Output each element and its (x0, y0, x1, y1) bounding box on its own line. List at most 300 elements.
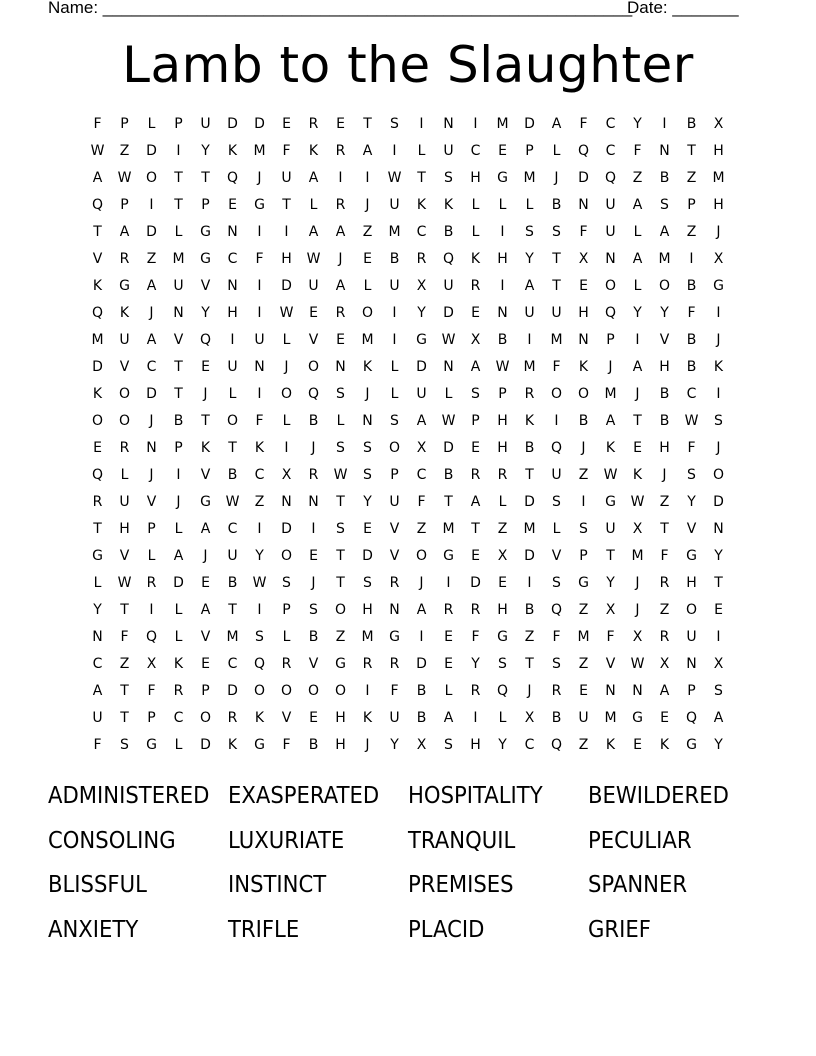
grid-letter: Y (498, 737, 507, 753)
grid-letter: I (716, 629, 721, 645)
grid-letter: S (282, 575, 291, 591)
grid-letter: N (686, 656, 697, 672)
grid-letter: X (713, 116, 724, 132)
grid-letter: F (687, 305, 696, 321)
grid-letter: Z (578, 737, 589, 753)
date-field[interactable]: Date: _______ (627, 0, 739, 17)
grid-letter: Y (633, 305, 642, 321)
grid-letter: V (308, 656, 319, 672)
grid-letter: K (470, 251, 481, 267)
grid-letter: W (117, 575, 132, 591)
grid-letter: G (146, 737, 157, 753)
grid-letter: M (442, 521, 455, 537)
grid-letter: A (92, 170, 103, 186)
grid-letter: U (551, 305, 562, 321)
grid-letter: K (200, 440, 211, 456)
grid-letter: T (525, 467, 534, 483)
grid-letter: J (203, 386, 208, 402)
grid-letter: G (92, 548, 103, 564)
grid-letter: R (335, 143, 346, 159)
grid-letter: F (660, 548, 669, 564)
grid-letter: D (227, 116, 238, 132)
word-list-item: GRIEF (588, 916, 651, 943)
grid-letter: P (687, 683, 696, 699)
grid-letter: T (606, 548, 615, 564)
grid-letter: N (659, 143, 670, 159)
grid-letter: K (362, 359, 373, 375)
grid-letter: A (713, 710, 724, 726)
grid-letter: R (470, 467, 481, 483)
grid-letter: M (604, 710, 617, 726)
grid-letter: O (415, 548, 428, 564)
grid-letter: L (417, 143, 426, 159)
grid-letter: I (338, 170, 343, 186)
grid-letter: T (201, 413, 210, 429)
grid-letter: V (308, 332, 319, 348)
grid-letter: G (497, 629, 508, 645)
grid-letter: X (416, 278, 427, 294)
grid-letter: E (201, 575, 210, 591)
grid-letter: L (174, 737, 183, 753)
grid-letter: G (713, 278, 724, 294)
grid-letter: E (471, 440, 480, 456)
word-list-item: PECULIAR (588, 827, 692, 854)
grid-letter: A (659, 683, 670, 699)
grid-letter: L (174, 629, 183, 645)
grid-letter: Q (199, 332, 212, 348)
grid-letter: E (579, 683, 588, 699)
grid-letter: J (365, 737, 370, 753)
grid-letter: B (686, 359, 697, 375)
grid-letter: G (632, 710, 643, 726)
grid-letter: F (552, 359, 561, 375)
grid-letter: S (498, 656, 507, 672)
grid-letter: E (498, 143, 507, 159)
grid-letter: A (551, 116, 562, 132)
grid-letter: R (389, 575, 400, 591)
grid-letter: C (227, 656, 238, 672)
grid-letter: U (389, 278, 400, 294)
grid-letter: U (92, 710, 103, 726)
grid-letter: M (361, 629, 374, 645)
grid-letter: Y (390, 737, 399, 753)
grid-letter: P (282, 602, 291, 618)
grid-letter: T (120, 602, 129, 618)
grid-letter: B (308, 413, 319, 429)
grid-letter: N (443, 359, 454, 375)
grid-letter: L (498, 494, 507, 510)
grid-letter: I (473, 116, 478, 132)
grid-letter: Z (686, 170, 697, 186)
grid-letter: B (659, 386, 670, 402)
grid-letter: K (92, 386, 103, 402)
grid-letter: V (551, 548, 562, 564)
grid-letter: V (200, 467, 211, 483)
grid-letter: L (174, 224, 183, 240)
grid-letter: B (686, 116, 697, 132)
grid-letter: L (525, 197, 534, 213)
grid-letter: F (390, 683, 399, 699)
grid-letter: N (578, 197, 589, 213)
grid-letter: X (470, 332, 481, 348)
grid-letter: A (632, 197, 643, 213)
grid-letter: L (444, 386, 453, 402)
grid-letter: N (605, 683, 616, 699)
grid-letter: T (552, 251, 561, 267)
grid-letter: D (146, 386, 157, 402)
grid-letter: G (389, 629, 400, 645)
grid-letter: K (443, 197, 454, 213)
grid-letter: E (633, 440, 642, 456)
grid-letter: H (335, 737, 346, 753)
grid-letter: X (605, 602, 616, 618)
grid-letter: K (605, 440, 616, 456)
grid-letter: A (632, 251, 643, 267)
grid-letter: A (200, 521, 211, 537)
grid-letter: A (443, 710, 454, 726)
grid-letter: Z (362, 224, 373, 240)
grid-letter: E (363, 251, 372, 267)
grid-letter: K (308, 143, 319, 159)
grid-letter: A (308, 224, 319, 240)
grid-letter: I (446, 575, 451, 591)
grid-letter: T (336, 575, 345, 591)
grid-letter: C (254, 467, 265, 483)
grid-letter: B (443, 224, 454, 240)
grid-letter: Z (524, 629, 535, 645)
grid-letter: U (443, 278, 454, 294)
grid-letter: W (387, 170, 402, 186)
grid-letter: L (471, 197, 480, 213)
grid-letter: M (496, 116, 509, 132)
grid-letter: E (660, 710, 669, 726)
grid-letter: J (257, 170, 262, 186)
letter-grid (84, 111, 732, 759)
grid-letter: R (659, 629, 670, 645)
grid-letter: P (390, 467, 399, 483)
grid-letter: O (334, 602, 347, 618)
grid-letter: Y (660, 305, 669, 321)
grid-letter: W (306, 251, 321, 267)
grid-letter: W (225, 494, 240, 510)
grid-letter: F (282, 737, 291, 753)
grid-letter: T (336, 494, 345, 510)
grid-letter: F (93, 737, 102, 753)
grid-letter: T (174, 170, 183, 186)
grid-letter: C (524, 737, 535, 753)
grid-letter: L (471, 224, 480, 240)
grid-letter: G (686, 548, 697, 564)
grid-letter: O (226, 413, 239, 429)
grid-letter: J (203, 548, 208, 564)
grid-letter: D (362, 548, 373, 564)
grid-letter: B (173, 413, 184, 429)
grid-letter: Z (578, 602, 589, 618)
grid-letter: Q (550, 737, 563, 753)
grid-letter: Z (146, 251, 157, 267)
grid-letter: X (146, 656, 157, 672)
grid-letter: U (254, 332, 265, 348)
grid-letter: I (419, 629, 424, 645)
grid-letter: A (173, 548, 184, 564)
grid-letter: J (716, 440, 721, 456)
grid-letter: X (416, 737, 427, 753)
grid-letter: E (309, 710, 318, 726)
grid-letter: D (524, 116, 535, 132)
grid-letter: I (716, 386, 721, 402)
grid-letter: O (118, 413, 131, 429)
grid-letter: D (173, 575, 184, 591)
grid-letter: J (527, 683, 532, 699)
grid-letter: R (362, 656, 373, 672)
grid-letter: L (336, 413, 345, 429)
grid-letter: L (390, 386, 399, 402)
grid-letter: I (257, 278, 262, 294)
grid-letter: L (633, 278, 642, 294)
grid-letter: J (365, 197, 370, 213)
grid-letter: K (173, 656, 184, 672)
grid-letter: U (173, 278, 184, 294)
grid-letter: Z (578, 467, 589, 483)
grid-letter: G (254, 197, 265, 213)
grid-letter: T (120, 683, 129, 699)
grid-letter: I (500, 224, 505, 240)
grid-letter: A (659, 224, 670, 240)
grid-letter: A (146, 278, 157, 294)
grid-letter: N (713, 521, 724, 537)
page-title: Lamb to the Slaughter (122, 36, 694, 94)
grid-letter: L (498, 710, 507, 726)
grid-letter: N (254, 359, 265, 375)
word-list-item: BLISSFUL (48, 872, 147, 898)
grid-letter: G (497, 170, 508, 186)
grid-letter: W (441, 332, 456, 348)
grid-letter: W (630, 656, 645, 672)
grid-letter: T (93, 521, 102, 537)
grid-letter: R (281, 656, 292, 672)
grid-letter: G (200, 251, 211, 267)
grid-letter: C (416, 467, 427, 483)
grid-letter: I (365, 683, 370, 699)
grid-letter: I (257, 224, 262, 240)
grid-letter: T (174, 386, 183, 402)
grid-letter: K (713, 359, 724, 375)
grid-letter: U (281, 170, 292, 186)
grid-letter: M (388, 224, 401, 240)
grid-letter: U (605, 224, 616, 240)
name-field[interactable]: Name: ________________________________________________________ (48, 0, 633, 17)
grid-letter: R (443, 602, 454, 618)
grid-letter: X (416, 440, 427, 456)
grid-letter: T (714, 575, 723, 591)
header-fields (48, 0, 748, 18)
grid-letter: A (146, 332, 157, 348)
grid-letter: S (363, 467, 372, 483)
grid-letter: D (713, 494, 724, 510)
grid-letter: I (284, 440, 289, 456)
grid-letter: H (659, 359, 670, 375)
grid-letter: E (471, 305, 480, 321)
grid-letter: A (470, 494, 481, 510)
grid-letter: U (227, 359, 238, 375)
grid-letter: N (335, 359, 346, 375)
grid-letter: Q (577, 143, 590, 159)
grid-letter: N (605, 251, 616, 267)
grid-letter: P (471, 413, 480, 429)
grid-letter: M (550, 332, 563, 348)
grid-letter: H (470, 170, 481, 186)
grid-letter: V (119, 548, 130, 564)
grid-letter: R (173, 683, 184, 699)
grid-letter: U (605, 521, 616, 537)
grid-letter: K (254, 710, 265, 726)
grid-letter: A (92, 683, 103, 699)
grid-letter: J (716, 332, 721, 348)
grid-letter: B (227, 575, 238, 591)
grid-letter: P (201, 197, 210, 213)
grid-letter: L (120, 467, 129, 483)
grid-letter: R (416, 251, 427, 267)
grid-letter: V (389, 548, 400, 564)
grid-letter: J (149, 413, 154, 429)
grid-letter: J (365, 386, 370, 402)
grid-letter: O (388, 440, 401, 456)
grid-letter: D (227, 683, 238, 699)
grid-letter: X (632, 629, 643, 645)
grid-letter: F (471, 629, 480, 645)
grid-letter: Q (604, 170, 617, 186)
grid-letter: G (254, 737, 265, 753)
grid-letter: K (227, 143, 238, 159)
grid-letter: S (390, 116, 399, 132)
grid-letter: L (552, 143, 561, 159)
grid-letter: Z (119, 656, 130, 672)
grid-letter: W (684, 413, 699, 429)
grid-letter: H (686, 575, 697, 591)
grid-letter: S (336, 440, 345, 456)
grid-letter: Q (550, 602, 563, 618)
grid-letter: M (523, 359, 536, 375)
grid-letter: E (336, 332, 345, 348)
grid-letter: E (444, 656, 453, 672)
grid-letter: W (117, 170, 132, 186)
grid-letter: F (417, 494, 426, 510)
grid-letter: R (308, 467, 319, 483)
grid-letter: F (255, 413, 264, 429)
grid-letter: S (444, 737, 453, 753)
grid-letter: R (92, 494, 103, 510)
grid-letter: U (524, 305, 535, 321)
grid-letter: W (279, 305, 294, 321)
grid-letter: A (200, 602, 211, 618)
grid-letter: W (495, 359, 510, 375)
grid-letter: E (579, 278, 588, 294)
grid-letter: Z (632, 170, 643, 186)
grid-letter: L (444, 683, 453, 699)
grid-letter: I (149, 602, 154, 618)
grid-letter: I (230, 332, 235, 348)
grid-letter: X (659, 656, 670, 672)
grid-letter: V (200, 278, 211, 294)
grid-letter: M (712, 170, 725, 186)
grid-letter: Q (91, 197, 104, 213)
word-list-item: PLACID (408, 916, 485, 943)
grid-letter: U (389, 494, 400, 510)
grid-letter: S (552, 656, 561, 672)
grid-letter: Q (496, 683, 509, 699)
grid-letter: S (660, 197, 669, 213)
grid-letter: D (146, 143, 157, 159)
grid-letter: A (335, 278, 346, 294)
grid-letter: L (363, 278, 372, 294)
grid-letter: R (335, 197, 346, 213)
grid-letter: X (578, 251, 589, 267)
grid-letter: C (605, 116, 616, 132)
grid-letter: A (524, 278, 535, 294)
grid-letter: I (365, 170, 370, 186)
grid-letter: S (120, 737, 129, 753)
grid-letter: K (362, 710, 373, 726)
grid-letter: N (578, 332, 589, 348)
grid-letter: M (604, 386, 617, 402)
grid-letter: T (282, 197, 291, 213)
grid-letter: Y (255, 548, 264, 564)
grid-letter: R (470, 683, 481, 699)
grid-letter: I (581, 494, 586, 510)
grid-letter: B (659, 413, 670, 429)
grid-letter: Z (578, 656, 589, 672)
grid-letter: D (416, 656, 427, 672)
grid-letter: X (281, 467, 292, 483)
grid-letter: I (284, 224, 289, 240)
grid-letter: V (659, 332, 670, 348)
grid-letter: Z (335, 629, 346, 645)
grid-letter: O (577, 386, 590, 402)
grid-letter: R (470, 278, 481, 294)
grid-letter: H (497, 602, 508, 618)
grid-letter: P (174, 440, 183, 456)
grid-letter: H (335, 710, 346, 726)
grid-letter: Y (417, 305, 426, 321)
grid-letter: M (523, 170, 536, 186)
grid-letter: A (416, 602, 427, 618)
grid-letter: U (686, 629, 697, 645)
grid-letter: Y (714, 737, 723, 753)
grid-letter: L (228, 386, 237, 402)
grid-letter: F (552, 629, 561, 645)
grid-letter: U (578, 710, 589, 726)
grid-letter: J (419, 575, 424, 591)
grid-letter: E (444, 629, 453, 645)
grid-letter: A (632, 359, 643, 375)
grid-letter: D (578, 170, 589, 186)
grid-letter: K (578, 359, 589, 375)
grid-letter: B (443, 467, 454, 483)
grid-letter: A (119, 224, 130, 240)
word-list-item: PREMISES (408, 872, 514, 898)
grid-letter: F (606, 629, 615, 645)
grid-letter: Q (253, 656, 266, 672)
grid-letter: G (200, 494, 211, 510)
word-list-item: TRIFLE (228, 916, 300, 943)
grid-letter: P (174, 116, 183, 132)
grid-letter: I (392, 305, 397, 321)
grid-letter: G (605, 494, 616, 510)
grid-letter: H (497, 413, 508, 429)
grid-letter: C (92, 656, 103, 672)
grid-letter: O (658, 278, 671, 294)
grid-letter: B (524, 440, 535, 456)
